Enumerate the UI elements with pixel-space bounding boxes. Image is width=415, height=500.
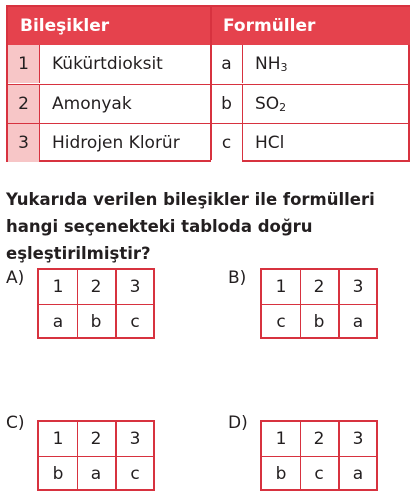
cell: c [314,463,324,484]
cell: b [52,463,64,484]
cell: 3 [129,428,141,449]
formula-subscript: 2 [279,100,287,114]
cell: 1 [52,276,64,297]
cell: c [130,463,140,484]
compound-formula-table [6,5,410,162]
compound-name: Kükürtdioksit [52,54,163,74]
cell: a [90,463,102,484]
option-d-label[interactable]: D) [228,413,248,433]
cell: 3 [129,276,141,297]
table-row [8,45,408,83]
formula-letter: c [211,124,243,162]
row-number: 3 [8,124,40,162]
formula [255,45,288,83]
formula-main: NH [255,54,281,74]
cell: b [90,311,102,332]
cell: 2 [90,276,102,297]
grid-line [39,304,153,306]
cell: a [352,463,364,484]
formula-letter: b [211,85,243,123]
cell: a [52,311,64,332]
cell: b [313,311,325,332]
cell: 3 [352,276,364,297]
grid-line [39,456,153,458]
option-a-label[interactable]: A) [6,268,25,288]
table-row [8,123,408,162]
row-number: 2 [8,85,40,123]
formula-subscript: 3 [280,60,288,74]
cell: c [130,311,140,332]
cell: 2 [90,428,102,449]
cell: 1 [275,276,287,297]
option-b-table[interactable] [260,268,378,339]
question-text: Yukarıda verilen bileşikler ile formülleri hangi seçenekteki tabloda doğru eşleştirilmiştir? [6,190,375,263]
cell: a [352,311,364,332]
formula-main: HCl [255,133,285,153]
formula [255,85,286,123]
cell: 2 [313,428,325,449]
cell: 3 [352,428,364,449]
formula-letter: a [211,45,243,83]
cell: 1 [275,428,287,449]
table-row [8,84,408,123]
option-c-label[interactable]: C) [6,413,25,433]
cell: 1 [52,428,64,449]
cell: c [276,311,286,332]
formula [255,124,284,162]
column-divider [210,7,212,160]
grid-line [262,304,376,306]
option-a-table[interactable] [37,268,155,339]
cell: 2 [313,276,325,297]
compound-name: Amonyak [52,94,132,114]
row-number: 1 [8,45,40,83]
cell: b [275,463,287,484]
compound-name: Hidrojen Klorür [52,133,180,153]
option-b-label[interactable]: B) [228,268,247,288]
option-c-table[interactable] [37,420,155,491]
header-compounds: Bileşikler [8,7,211,45]
option-d-table[interactable] [260,420,378,491]
header-formulas: Formüller [211,7,410,45]
formula-main: SO [255,94,280,114]
grid-line [262,456,376,458]
